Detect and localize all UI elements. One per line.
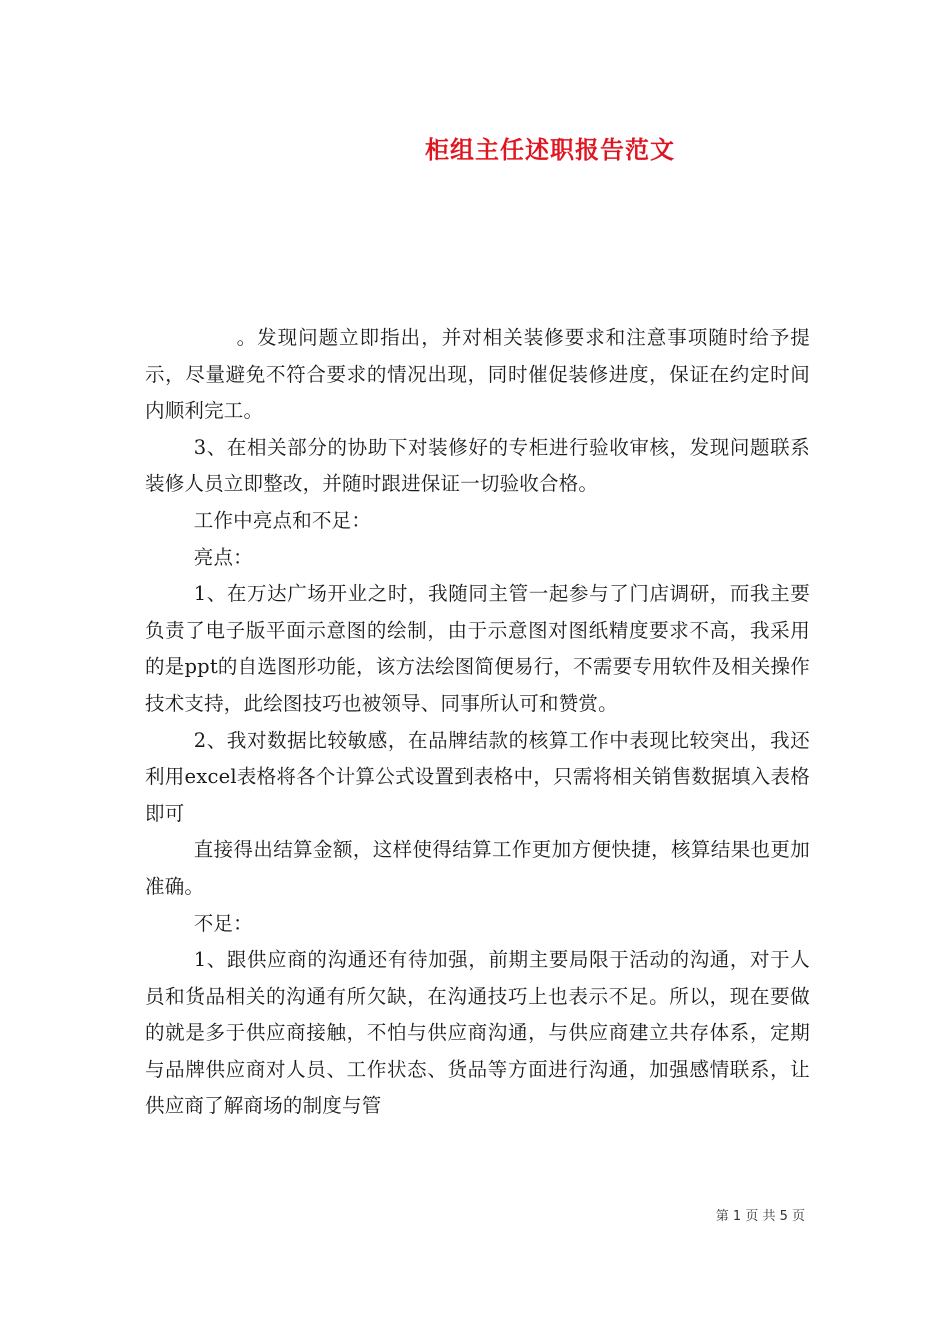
section-heading: 不足：	[193, 911, 253, 935]
page-number: 第 1 页 共 5 页	[715, 1209, 805, 1224]
document-title: 柜组主任述职报告范文	[425, 135, 675, 164]
paragraph: 2、我对数据比较敏感，在品牌结款的核算工作中表现比较突出，我还利用excel表格将各个计算公式设置到表格中，只需将相关销售数据填入表格即可	[145, 728, 810, 825]
paragraph: 直接得出结算金额，这样使得结算工作更加方便快捷，核算结果也更加准确。	[145, 838, 810, 898]
paragraph: 1、跟供应商的沟通还有待加强，前期主要局限于活动的沟通，对于人员和货品相关的沟通有所欠缺，在沟通技巧上也表示不足。所以，现在要做的就是多于供应商接触，不怕与供应商沟通，与供应商建立共存体系，定期与品牌供应商对人员、工作状态、货品等方面进行沟通，加强感情联系，让供应商了解商场的制度与管	[145, 948, 810, 1118]
section-heading: 工作中亮点和不足：	[193, 508, 372, 532]
document-body	[145, 320, 810, 1125]
paragraph: 。发现问题立即指出，并对相关装修要求和注意事项随时给予提示，尽量避免不符合要求的情况出现，同时催促装修进度，保证在约定时间内顺利完工。	[145, 326, 810, 423]
paragraph: 3、在相关部分的协助下对装修好的专柜进行验收审核，发现问题联系装修人员立即整改，并随时跟进保证一切验收合格。	[145, 435, 810, 496]
section-heading: 亮点：	[193, 545, 253, 569]
paragraph: 1、在万达广场开业之时，我随同主管一起参与了门店调研，而我主要负责了电子版平面示意图的绘制，由于示意图对图纸精度要求不高，我采用的是ppt的自选图形功能，该方法绘图简便易行，不需要专用软件及相关操作技术支持，此绘图技巧也被领导、同事所认可和赞赏。	[145, 582, 810, 715]
